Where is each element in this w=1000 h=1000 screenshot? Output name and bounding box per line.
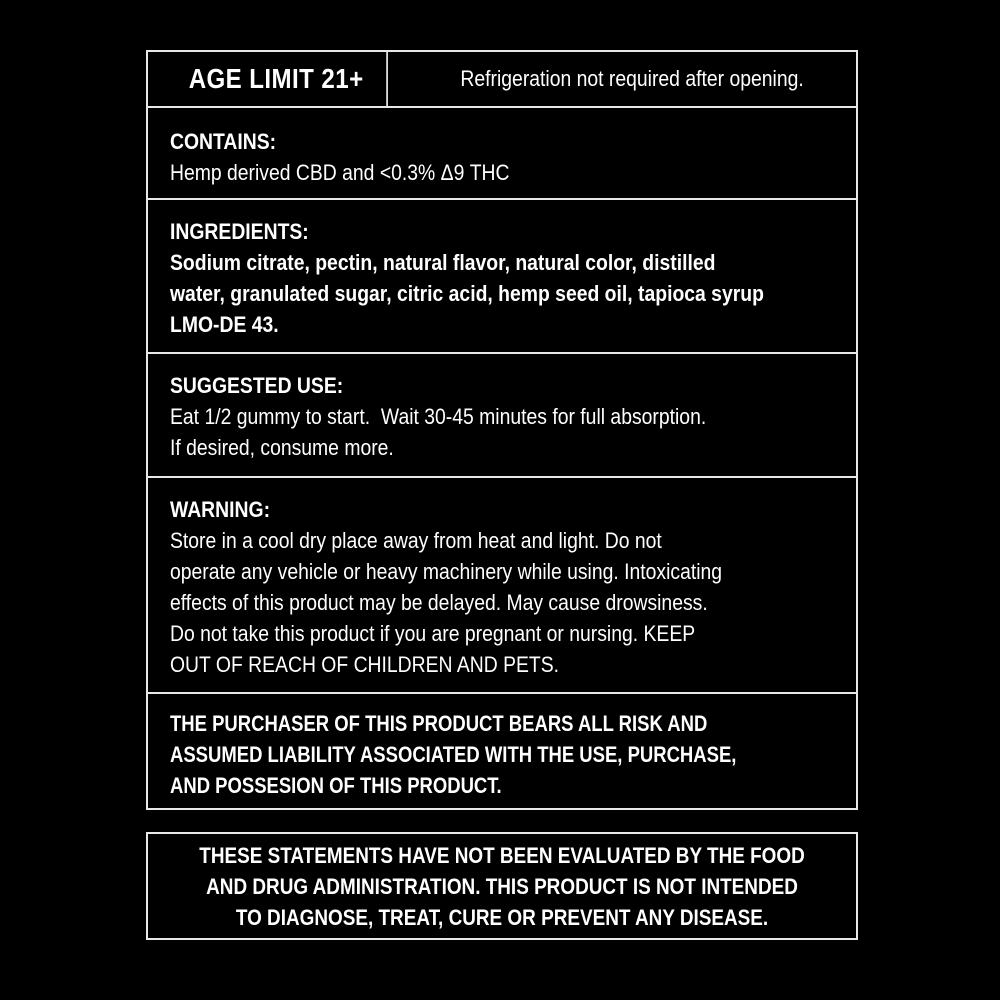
warning-line: effects of this product may be delayed. May cause drowsiness. bbox=[170, 590, 708, 615]
refrigeration-text: Refrigeration not required after opening. bbox=[460, 66, 804, 91]
warning-line: OUT OF REACH OF CHILDREN AND PETS. bbox=[170, 652, 560, 677]
purchaser-line: THE PURCHASER OF THIS PRODUCT BEARS ALL RISK AND bbox=[170, 711, 708, 736]
label-header-row bbox=[148, 52, 856, 106]
warning-line: Do not take this product if you are pregnant or nursing. KEEP bbox=[170, 621, 696, 646]
warning-section bbox=[148, 476, 856, 692]
purchaser-line: AND POSSESION OF THIS PRODUCT. bbox=[170, 773, 502, 798]
ingredients-line: water, granulated sugar, citric acid, hemp seed oil, tapioca syrup bbox=[170, 281, 764, 306]
age-limit-cell bbox=[166, 52, 388, 106]
purchaser-liability-section bbox=[148, 692, 856, 808]
ingredients-section bbox=[148, 198, 856, 352]
ingredients-line: LMO-DE 43. bbox=[170, 312, 279, 337]
warning-line: operate any vehicle or heavy machinery while using. Intoxicating bbox=[170, 559, 723, 584]
warning-title: WARNING: bbox=[170, 497, 271, 522]
contains-section bbox=[148, 106, 856, 198]
fda-disclaimer-line: AND DRUG ADMINISTRATION. THIS PRODUCT IS NOT INTENDED bbox=[206, 873, 798, 899]
ingredients-title: INGREDIENTS: bbox=[170, 219, 309, 244]
suggested-use-line: Eat 1/2 gummy to start. Wait 30-45 minutes for full absorption. bbox=[170, 404, 707, 429]
purchaser-line: ASSUMED LIABILITY ASSOCIATED WITH THE USE, PURCHASE, bbox=[170, 742, 737, 767]
fda-disclaimer-box bbox=[146, 832, 858, 940]
suggested-use-title: SUGGESTED USE: bbox=[170, 373, 344, 398]
suggested-use-line: If desired, consume more. bbox=[170, 435, 394, 460]
fda-disclaimer-line: TO DIAGNOSE, TREAT, CURE OR PREVENT ANY DISEASE. bbox=[235, 904, 769, 930]
age-limit-text: AGE LIMIT 21+ bbox=[188, 63, 364, 94]
refrigeration-cell bbox=[408, 52, 856, 106]
ingredients-line: Sodium citrate, pectin, natural flavor, natural color, distilled bbox=[170, 250, 716, 275]
fda-disclaimer-line: THESE STATEMENTS HAVE NOT BEEN EVALUATED BY THE FOOD bbox=[199, 842, 805, 868]
contains-title: CONTAINS: bbox=[170, 129, 277, 154]
warning-line: Store in a cool dry place away from heat and light. Do not bbox=[170, 528, 662, 553]
contains-line: Hemp derived CBD and <0.3% Δ9 THC bbox=[170, 160, 510, 185]
product-label-panel bbox=[146, 50, 858, 810]
suggested-use-section bbox=[148, 352, 856, 476]
